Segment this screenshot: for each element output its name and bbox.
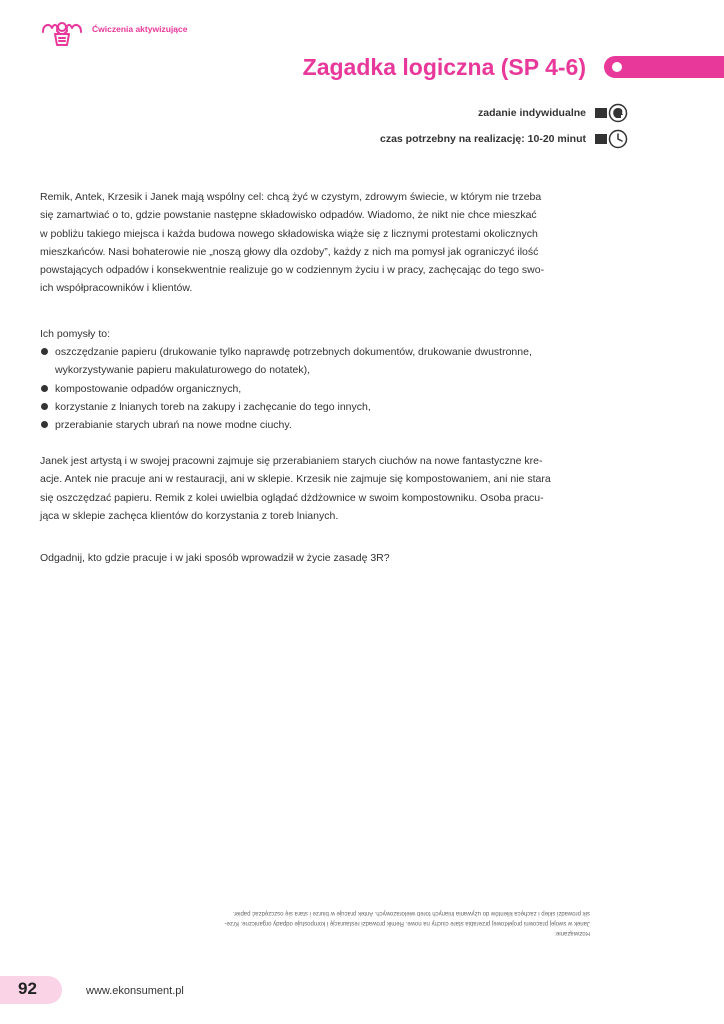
list-item: korzystanie z lnianych toreb na zakupy i zachęcanie do tego innych,: [40, 398, 588, 416]
list-item: przerabianie starych ubrań na nowe modne ciuchy.: [40, 416, 588, 434]
bullet-icon: [41, 403, 48, 410]
page-number: 92: [18, 979, 37, 998]
bullet-icon: [41, 385, 48, 392]
strong-arm-icon: [40, 18, 84, 48]
clock-icon: [595, 129, 629, 149]
task-type: zadanie indywidualne: [478, 107, 586, 119]
intro-paragraph: Remik, Antek, Krzesik i Janek mają wspólny cel: chcą żyć w czystym, zdrowym świecie, w którym nie trzeba się zamartwiać o to, gdzie powstanie następne składowisko odpadów. Wiadomo, że nikt nie chce mieszkać w pobliżu takiego miejsca i każda budowa nowego składowiska wiąże się z licznymi protestami okolicznych mieszkańców. Nasi bohaterowie nie „noszą głowy dla ozdoby”, każdy z nich ma pomysł jak ograniczyć ilość powstających odpadów i konsekwentnie realizuje go w codziennym życiu i w pracy, zachęcając do tego swo- ich współpracowników i klientów.: [40, 191, 545, 295]
bullet-icon: [41, 348, 48, 355]
list-item: kompostowanie odpadów organicznych,: [40, 380, 588, 398]
question: Odgadnij, kto gdzie pracuje i w jaki sposób wprowadził w życie zasadę 3R?: [40, 552, 390, 564]
bullet-icon: [41, 421, 48, 428]
clues-paragraph: Janek jest artystą i w swojej pracowni zajmuje się przerabianiem starych ciuchów na nowe fantastyczne kre- acje. Antek nie pracuje ani w restauracji, ani w sklepie. Krzesik nie zajmuje się kompostowaniem, ani nie stara się oszczędzać papieru. Remik z kolei uwielbia oglądać dżdżownice w swoim kompostowniku. Osoba pracu- jąca w sklepie zachęca klientów do korzystania z toreb lnianych.: [40, 455, 551, 522]
head-profile-icon: [595, 103, 629, 123]
title-accent-bar: [604, 56, 724, 78]
time-needed: czas potrzebny na realizację: 10-20 minut: [380, 133, 586, 145]
ideas-heading: Ich pomysły to:: [40, 328, 111, 340]
footer-url: www.ekonsument.pl: [86, 985, 184, 997]
upside-down-solution: Rozwiązanie: Janek w swojej pracowni projektowej przerabia stare ciuchy na nowe. Remik prowadzi restaurację i kompostuje odpady organiczne. Krze- sik prowadzi sklep i zachęca klientów do używania lnianych toreb wielorazowych. Antek pracuje w biurze i stara się oszczędzać papier.: [224, 910, 590, 936]
title-accent-dot: [612, 62, 622, 72]
ideas-list: [40, 343, 588, 434]
page-title: Zagadka logiczna (SP 4-6): [302, 54, 586, 80]
list-item: oszczędzanie papieru (drukowanie tylko naprawdę potrzebnych dokumentów, drukowanie dwustronne, wykorzystywanie papieru makulaturowego do notatek),: [40, 343, 588, 380]
section-label: Ćwiczenia aktywizujące: [92, 24, 188, 34]
